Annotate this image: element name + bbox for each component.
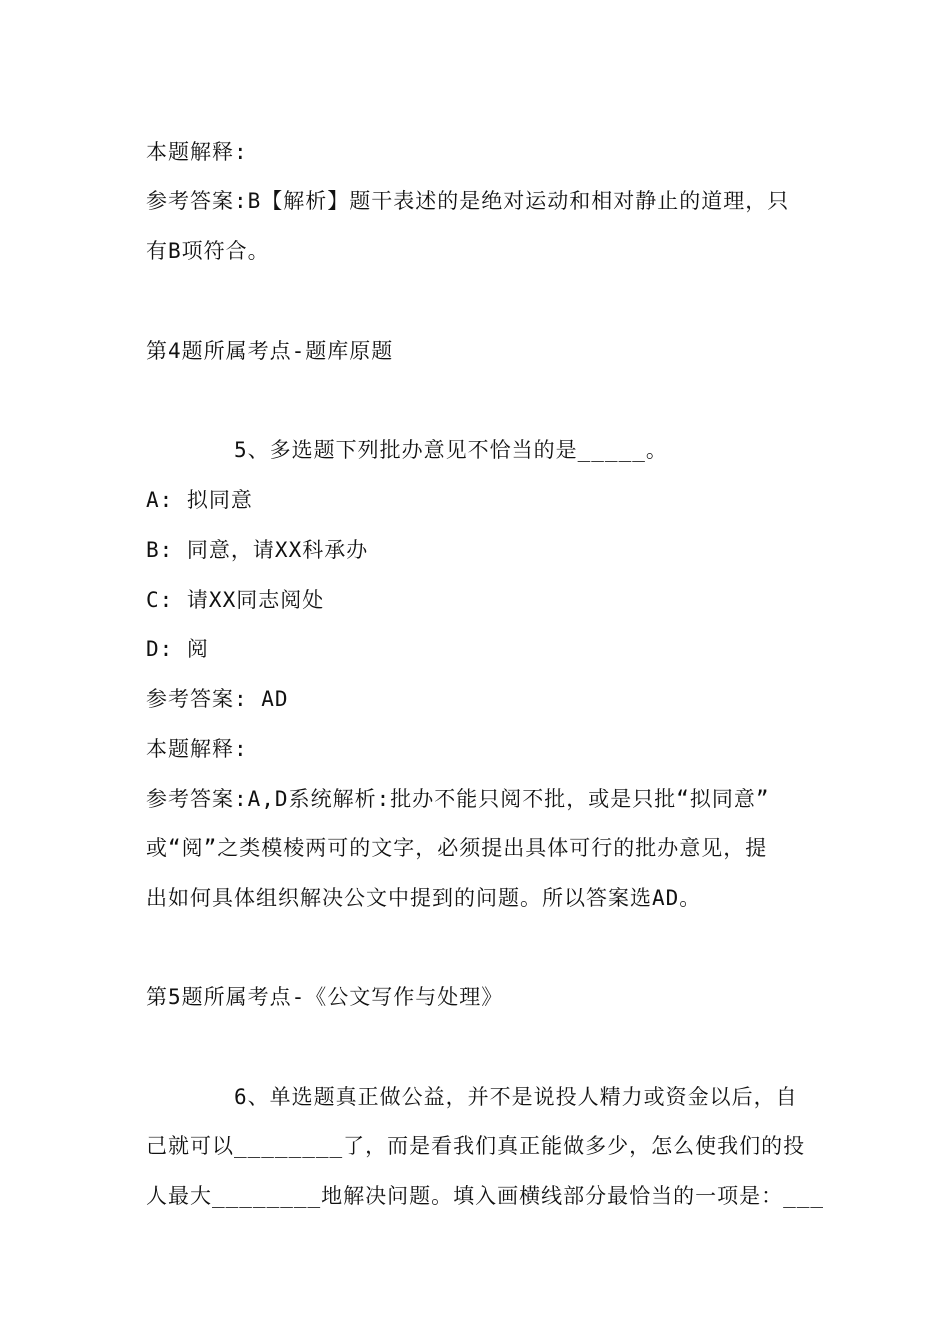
answer-text-line: 有B项符合。 [146,239,270,263]
question-stem: 5、多选题下列批办意见不恰当的是_____。 [234,438,668,462]
explanation-line: 出如何具体组织解决公文中提到的问题。所以答案选AD。 [146,886,702,910]
topic-label: 第5题所属考点-《公文写作与处理》 [146,985,504,1009]
option-d: D: 阅 [146,637,209,661]
explanation-label: 本题解释: [146,140,248,164]
answer-text-line: 参考答案:B【解析】题干表述的是绝对运动和相对静止的道理，只 [146,189,790,213]
question-stem-line: 己就可以________了，而是看我们真正能做多少，怎么使我们的投 [146,1134,806,1158]
explanation-line: 参考答案:A,D系统解析:批办不能只阅不批，或是只批“拟同意” [146,787,770,811]
option-a: A: 拟同意 [146,488,253,512]
explanation-label: 本题解释: [146,737,248,761]
reference-answer: 参考答案: AD [146,687,289,711]
option-b: B: 同意，请XX科承办 [146,538,369,562]
question-stem: 6、单选题真正做公益，并不是说投人精力或资金以后，自 [234,1085,798,1109]
option-c: C: 请XX同志阅处 [146,588,325,612]
question-stem-line: 人最大________地解决问题。填入画横线部分最恰当的一项是：___ [146,1184,825,1208]
explanation-line: 或“阅”之类模棱两可的文字，必须提出具体可行的批办意见，提 [146,836,768,860]
topic-label: 第4题所属考点-题库原题 [146,339,394,363]
